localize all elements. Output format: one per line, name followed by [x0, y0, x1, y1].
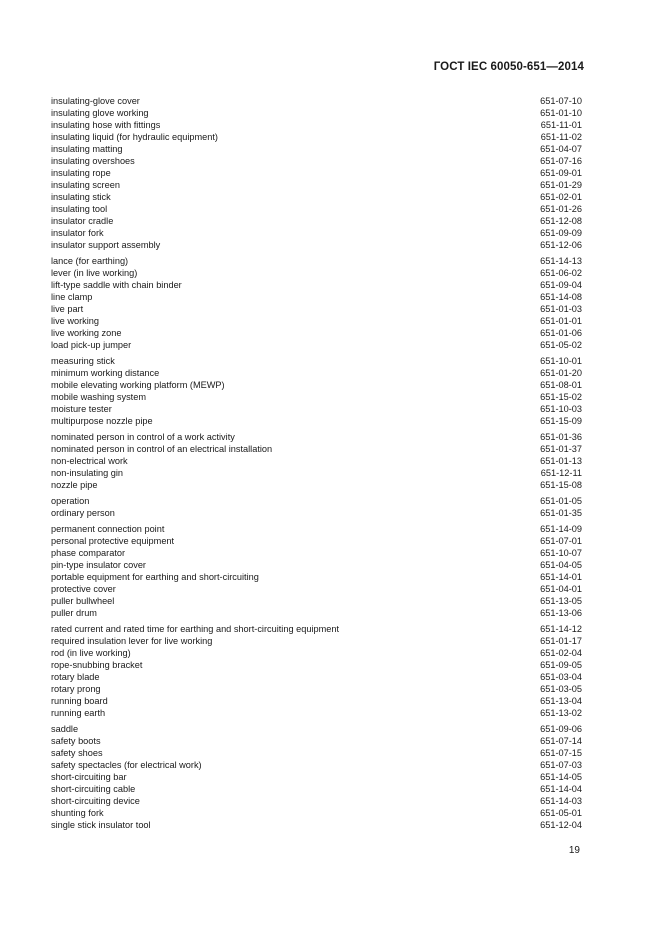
index-term: rope-snubbing bracket	[51, 660, 143, 670]
index-code: 651-14-03	[540, 796, 582, 806]
index-term: insulating matting	[51, 144, 123, 154]
index-term: portable equipment for earthing and short-circuiting	[51, 572, 259, 582]
index-code: 651-09-04	[540, 280, 582, 290]
index-code: 651-04-07	[540, 144, 582, 154]
index-entry	[51, 467, 582, 479]
index-code: 651-07-14	[540, 736, 582, 746]
index-entry	[51, 647, 582, 659]
index-term: nominated person in control of a work activity	[51, 432, 235, 442]
index-code: 651-10-03	[540, 404, 582, 414]
index-term: rated current and rated time for earthing and short-circuiting equipment	[51, 624, 340, 634]
index-entry	[51, 443, 582, 455]
index-code: 651-12-04	[540, 820, 582, 830]
index-entry	[51, 143, 582, 155]
index-entry	[51, 635, 582, 647]
index-entry	[51, 191, 582, 203]
index-code: 651-10-07	[540, 548, 582, 558]
index-term: operation	[51, 496, 90, 506]
index-entry	[51, 131, 582, 143]
index-entry	[51, 255, 582, 267]
index-code: 651-14-01	[540, 572, 582, 582]
index-term: running board	[51, 696, 108, 706]
index-term: insulating screen	[51, 180, 120, 190]
index-code: 651-07-15	[540, 748, 582, 758]
index-term: live working	[51, 316, 99, 326]
index-term: lance (for earthing)	[51, 256, 129, 266]
index-term: mobile elevating working platform (MEWP)	[51, 380, 225, 390]
index-code: 651-02-04	[540, 648, 582, 658]
index-code: 651-07-10	[540, 96, 582, 106]
index-term: insulating stick	[51, 192, 111, 202]
index-entry	[51, 479, 582, 491]
index-term: insulator support assembly	[51, 240, 161, 250]
index-code: 651-09-05	[540, 660, 582, 670]
index-code: 651-11-01	[540, 120, 582, 130]
index-entry	[51, 659, 582, 671]
index-entry	[51, 819, 582, 831]
document-header: ГОСТ IEC 60050-651—2014	[433, 61, 584, 73]
index-term: nominated person in control of an electrical installation	[51, 444, 273, 454]
index-entry	[51, 355, 582, 367]
index-code: 651-13-05	[540, 596, 582, 606]
index-entry	[51, 339, 582, 351]
index-entry	[51, 95, 582, 107]
index-term: safety spectacles (for electrical work)	[51, 760, 202, 770]
index-term: insulator fork	[51, 228, 104, 238]
index-entry	[51, 455, 582, 467]
index-term: line clamp	[51, 292, 93, 302]
index-group	[51, 431, 582, 491]
index-term: short-circuiting cable	[51, 784, 136, 794]
index-code: 651-12-06	[540, 240, 582, 250]
index-entry	[51, 215, 582, 227]
index-code: 651-07-01	[540, 536, 582, 546]
index-entry	[51, 495, 582, 507]
index-code: 651-06-02	[540, 268, 582, 278]
index-term: short-circuiting device	[51, 796, 140, 806]
index-term: safety shoes	[51, 748, 103, 758]
index-term: required insulation lever for live working	[51, 636, 213, 646]
index-term: shunting fork	[51, 808, 104, 818]
index-code: 651-15-09	[540, 416, 582, 426]
index-term: phase comparator	[51, 548, 126, 558]
index-term: puller bullwheel	[51, 596, 115, 606]
index-term: personal protective equipment	[51, 536, 175, 546]
index-entry	[51, 507, 582, 519]
index-entry	[51, 239, 582, 251]
index-code: 651-14-12	[540, 624, 582, 634]
index-entry	[51, 203, 582, 215]
index-group	[51, 95, 582, 251]
index-term: ordinary person	[51, 508, 115, 518]
page-number: 19	[568, 845, 580, 856]
index-code: 651-02-01	[540, 192, 582, 202]
index-entry	[51, 179, 582, 191]
index-code: 651-01-35	[540, 508, 582, 518]
index-term: live part	[51, 304, 84, 314]
index-code: 651-14-08	[540, 292, 582, 302]
index-term: non-electrical work	[51, 456, 128, 466]
index-code: 651-01-06	[540, 328, 582, 338]
index-term: single stick insulator tool	[51, 820, 151, 830]
index-term: insulating overshoes	[51, 156, 135, 166]
index-code: 651-01-29	[540, 180, 582, 190]
index-entry	[51, 735, 582, 747]
index-term: measuring stick	[51, 356, 115, 366]
index-term: mobile washing system	[51, 392, 146, 402]
index-entry	[51, 583, 582, 595]
index-term: insulating glove working	[51, 108, 149, 118]
index-entry	[51, 303, 582, 315]
index-term: lift-type saddle with chain binder	[51, 280, 182, 290]
index-code: 651-01-36	[540, 432, 582, 442]
index-entry	[51, 795, 582, 807]
index-term: rotary blade	[51, 672, 100, 682]
index-code: 651-03-04	[540, 672, 582, 682]
index-code: 651-14-05	[540, 772, 582, 782]
index-code: 651-09-06	[540, 724, 582, 734]
index-code: 651-08-01	[540, 380, 582, 390]
index-entry	[51, 367, 582, 379]
index-entry	[51, 759, 582, 771]
index-code: 651-05-01	[540, 808, 582, 818]
index-entry	[51, 267, 582, 279]
index-term: running earth	[51, 708, 106, 718]
index-entry	[51, 227, 582, 239]
index-group	[51, 623, 582, 719]
index-entry	[51, 155, 582, 167]
index-code: 651-01-10	[540, 108, 582, 118]
index-entry	[51, 379, 582, 391]
index-term: short-circuiting bar	[51, 772, 127, 782]
index-term: insulating-glove cover	[51, 96, 140, 106]
index-entry	[51, 415, 582, 427]
index-entry	[51, 107, 582, 119]
index-term: insulating tool	[51, 204, 108, 214]
index-term: saddle	[51, 724, 79, 734]
index-term: live working zone	[51, 328, 122, 338]
index-code: 651-13-06	[540, 608, 582, 618]
index-term: non-insulating gin	[51, 468, 124, 478]
index-group	[51, 255, 582, 351]
index-group	[51, 523, 582, 619]
index-code: 651-12-11	[540, 468, 582, 478]
index-entry	[51, 595, 582, 607]
index-group	[51, 495, 582, 519]
index-code: 651-14-04	[540, 784, 582, 794]
index-code: 651-07-03	[540, 760, 582, 770]
index-term: minimum working distance	[51, 368, 160, 378]
index-term: rod (in live working)	[51, 648, 131, 658]
index-code: 651-13-04	[540, 696, 582, 706]
index-entry	[51, 783, 582, 795]
index-term: insulating liquid (for hydraulic equipment)	[51, 132, 218, 142]
index-term: insulator cradle	[51, 216, 114, 226]
index-code: 651-01-05	[540, 496, 582, 506]
index-entry	[51, 707, 582, 719]
index-term: permanent connection point	[51, 524, 165, 534]
index-entry	[51, 559, 582, 571]
index-code: 651-10-01	[540, 356, 582, 366]
term-index	[51, 95, 582, 835]
index-entry	[51, 315, 582, 327]
index-term: load pick-up jumper	[51, 340, 132, 350]
index-entry	[51, 119, 582, 131]
index-group	[51, 355, 582, 427]
index-term: pin-type insulator cover	[51, 560, 146, 570]
index-term: insulating hose with fittings	[51, 120, 161, 130]
index-entry	[51, 623, 582, 635]
index-entry	[51, 695, 582, 707]
index-entry	[51, 671, 582, 683]
index-entry	[51, 807, 582, 819]
index-code: 651-04-01	[540, 584, 582, 594]
index-code: 651-15-08	[540, 480, 582, 490]
index-entry	[51, 279, 582, 291]
index-code: 651-11-02	[540, 132, 582, 142]
index-term: protective cover	[51, 584, 116, 594]
index-code: 651-07-16	[540, 156, 582, 166]
index-code: 651-12-08	[540, 216, 582, 226]
index-code: 651-01-17	[540, 636, 582, 646]
index-term: lever (in live working)	[51, 268, 138, 278]
index-code: 651-01-20	[540, 368, 582, 378]
index-code: 651-01-13	[540, 456, 582, 466]
index-code: 651-15-02	[540, 392, 582, 402]
index-entry	[51, 167, 582, 179]
index-entry	[51, 571, 582, 583]
index-entry	[51, 607, 582, 619]
index-code: 651-13-02	[540, 708, 582, 718]
index-code: 651-01-03	[540, 304, 582, 314]
index-term: nozzle pipe	[51, 480, 98, 490]
index-entry	[51, 771, 582, 783]
index-code: 651-01-37	[540, 444, 582, 454]
index-entry	[51, 391, 582, 403]
index-entry	[51, 535, 582, 547]
index-entry	[51, 403, 582, 415]
index-term: multipurpose nozzle pipe	[51, 416, 153, 426]
index-code: 651-14-09	[540, 524, 582, 534]
index-code: 651-04-05	[540, 560, 582, 570]
index-entry	[51, 327, 582, 339]
index-term: insulating rope	[51, 168, 111, 178]
index-code: 651-01-26	[540, 204, 582, 214]
index-entry	[51, 547, 582, 559]
index-code: 651-09-01	[540, 168, 582, 178]
index-entry	[51, 291, 582, 303]
index-entry	[51, 747, 582, 759]
index-term: safety boots	[51, 736, 101, 746]
index-entry	[51, 723, 582, 735]
index-term: rotary prong	[51, 684, 101, 694]
index-code: 651-05-02	[540, 340, 582, 350]
index-entry	[51, 431, 582, 443]
index-term: moisture tester	[51, 404, 112, 414]
index-code: 651-14-13	[540, 256, 582, 266]
index-code: 651-03-05	[540, 684, 582, 694]
index-entry	[51, 523, 582, 535]
index-group	[51, 723, 582, 831]
index-code: 651-01-01	[540, 316, 582, 326]
index-code: 651-09-09	[540, 228, 582, 238]
index-term: puller drum	[51, 608, 97, 618]
index-entry	[51, 683, 582, 695]
